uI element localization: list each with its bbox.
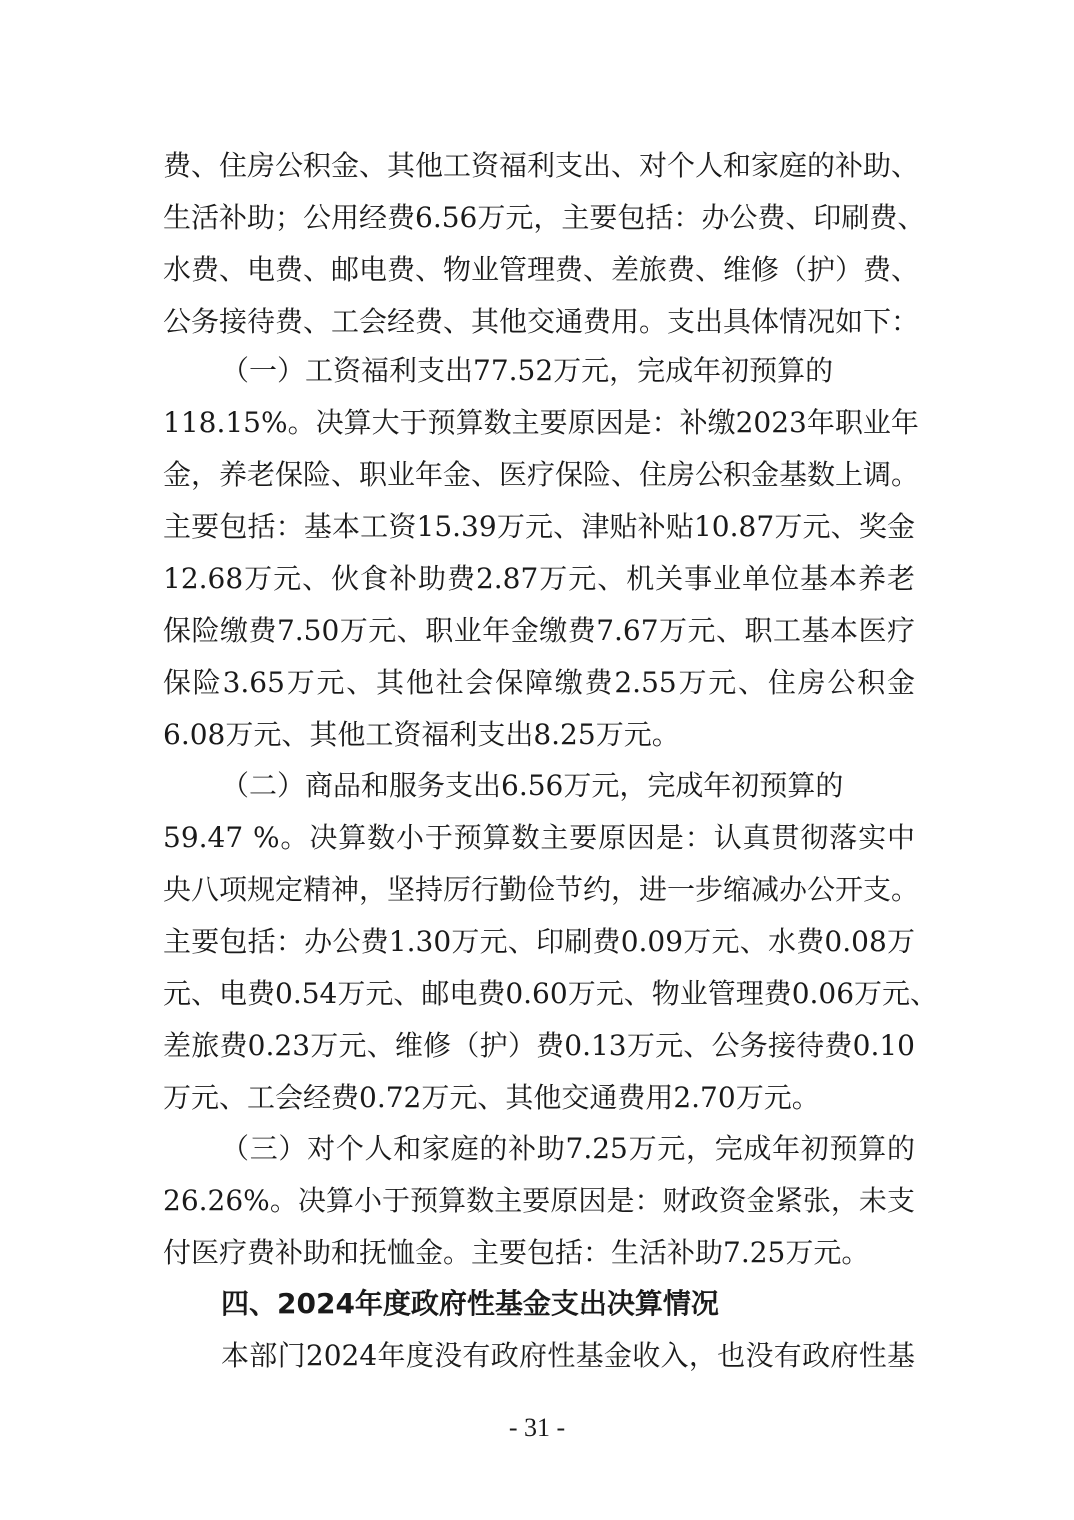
body-text-line: 118.15%。决算大于预算数主要原因是：补缴2023年职业年: [163, 406, 919, 439]
body-text-line: 央八项规定精神，坚持厉行勤俭节约，进一步缩减办公开支。: [163, 873, 920, 906]
body-text-line: 59.47 %。决算数小于预算数主要原因是：认真贯彻落实中: [163, 821, 915, 854]
body-text-line: 保险3.65万元、其他社会保障缴费2.55万元、住房公积金: [163, 666, 915, 699]
body-text-line: 26.26%。决算小于预算数主要原因是：财政资金紧张，未支: [163, 1184, 915, 1217]
body-text-line: 6.08万元、其他工资福利支出8.25万元。: [163, 718, 680, 751]
body-text-line: 公务接待费、工会经费、其他交通费用。支出具体情况如下：: [163, 305, 920, 338]
body-text-line: 主要包括：办公费1.30万元、印刷费0.09万元、水费0.08万: [163, 925, 915, 958]
body-text-line: 差旅费0.23万元、维修（护）费0.13万元、公务接待费0.10: [163, 1029, 915, 1062]
body-text-line: 万元、工会经费0.72万元、其他交通费用2.70万元。: [163, 1081, 820, 1114]
body-text-line: 费、住房公积金、其他工资福利支出、对个人和家庭的补助、: [163, 149, 920, 182]
page-number: - 31 -: [508, 1413, 566, 1442]
body-text-line: 元、电费0.54万元、邮电费0.60万元、物业管理费0.06万元、: [163, 977, 939, 1010]
section-3-first-line: （三）对个人和家庭的补助7.25万元，完成年初预算的: [221, 1132, 915, 1165]
section-heading: 四、2024年度政府性基金支出决算情况: [221, 1287, 719, 1320]
body-text-line: 水费、电费、邮电费、物业管理费、差旅费、维修（护）费、: [163, 253, 920, 286]
body-text-line: 付医疗费补助和抚恤金。主要包括：生活补助7.25万元。: [163, 1236, 870, 1269]
body-text-line: 12.68万元、伙食补助费2.87万元、机关事业单位基本养老: [163, 562, 915, 595]
body-text-line: 金，养老保险、职业年金、医疗保险、住房公积金基数上调。: [163, 458, 920, 491]
body-text-line: 生活补助；公用经费6.56万元，主要包括：办公费、印刷费、: [163, 201, 926, 234]
body-text-line: 保险缴费7.50万元、职业年金缴费7.67万元、职工基本医疗: [163, 614, 915, 647]
section-1-first-line: （一）工资福利支出77.52万元，完成年初预算的: [221, 354, 834, 387]
body-text-line: 本部门2024年度没有政府性基金收入，也没有政府性基: [221, 1339, 915, 1372]
body-text-line: 主要包括：基本工资15.39万元、津贴补贴10.87万元、奖金: [163, 510, 915, 543]
section-2-first-line: （二）商品和服务支出6.56万元，完成年初预算的: [221, 769, 844, 802]
